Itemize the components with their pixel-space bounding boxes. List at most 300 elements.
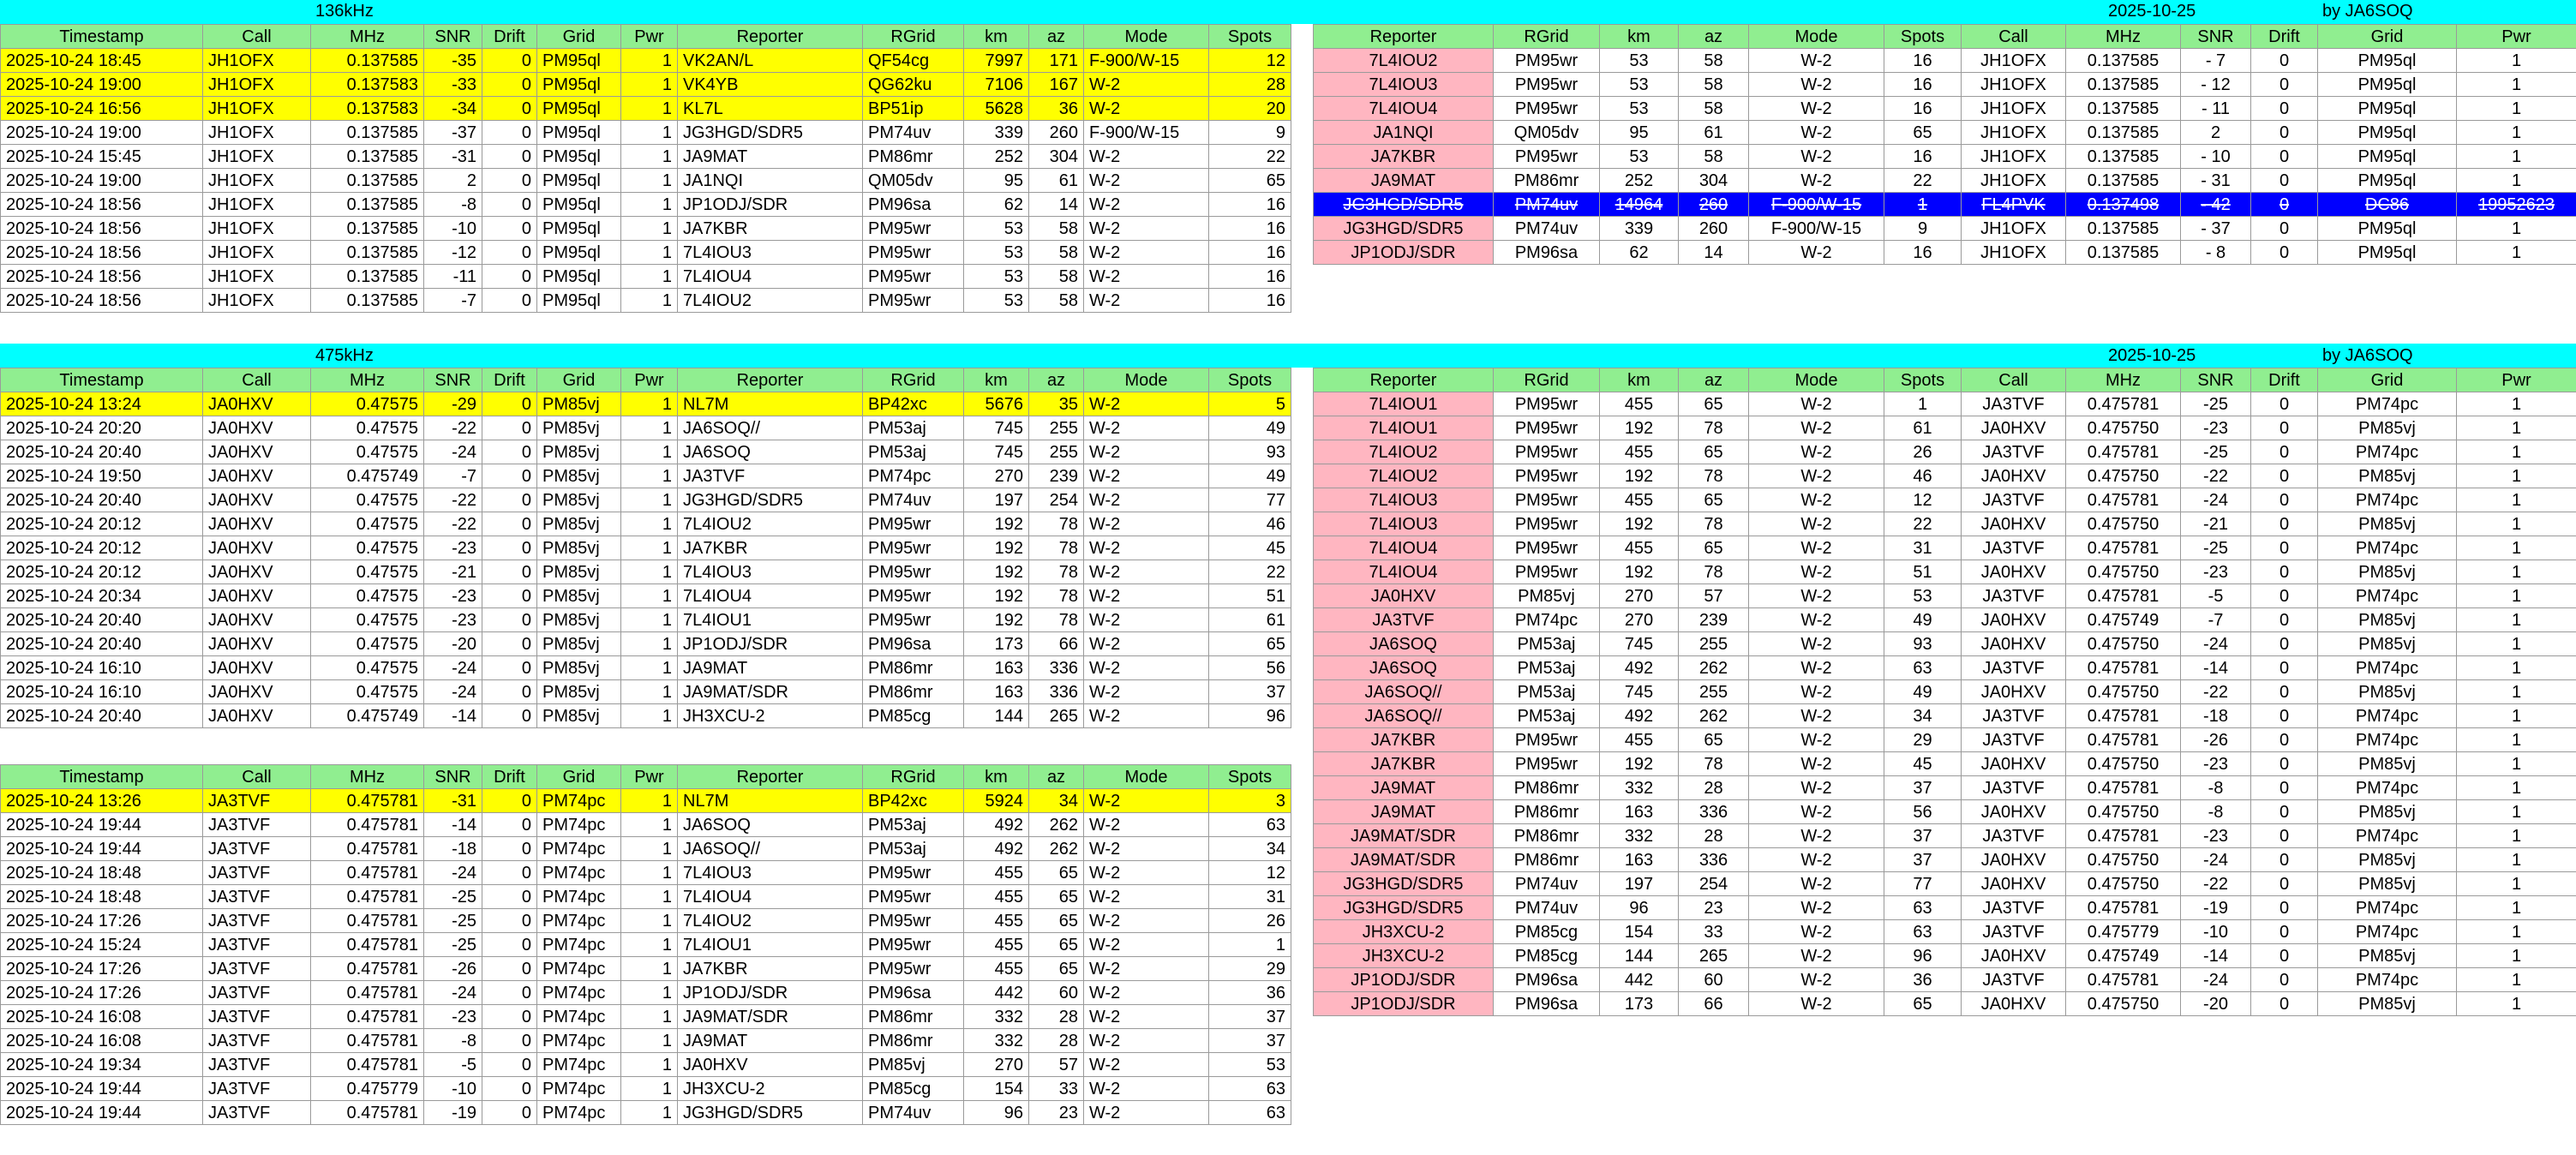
cell-timestamp[interactable]: 2025-10-24 20:12 [1, 536, 203, 560]
cell-mhz[interactable]: 0.475779 [311, 1077, 424, 1101]
cell-spots[interactable]: 22 [1209, 560, 1291, 584]
cell-mode[interactable]: W-2 [1749, 440, 1884, 464]
cell-drift[interactable]: 0 [2251, 800, 2318, 824]
cell-call[interactable]: JH1OFX [203, 241, 311, 265]
cell-mode[interactable]: W-2 [1084, 217, 1209, 241]
cell-rgrid[interactable]: PM96sa [1494, 241, 1600, 265]
cell-km[interactable]: 192 [1600, 560, 1679, 584]
cell-reporter[interactable]: 7L4IOU2 [1314, 49, 1494, 73]
table-row[interactable] [1314, 169, 2576, 193]
col-header-call[interactable]: Call [203, 765, 311, 789]
table-row[interactable] [1314, 800, 2576, 824]
cell-grid[interactable]: PM74pc [2318, 824, 2457, 848]
cell-grid[interactable]: PM85vj [2318, 608, 2457, 632]
cell-pwr[interactable]: 1 [2457, 560, 2576, 584]
cell-rgrid[interactable]: PM74uv [1494, 193, 1600, 217]
cell-snr[interactable]: -25 [424, 885, 482, 909]
cell-call[interactable]: JA0HXV [1962, 632, 2066, 656]
cell-drift[interactable]: 0 [482, 632, 537, 656]
cell-az[interactable]: 78 [1029, 560, 1084, 584]
cell-spots[interactable]: 37 [1884, 776, 1962, 800]
cell-reporter[interactable]: JA9MAT/SDR [1314, 848, 1494, 872]
cell-pwr[interactable]: 1 [621, 584, 678, 608]
cell-grid[interactable]: PM85vj [537, 464, 621, 488]
cell-drift[interactable]: 0 [2251, 440, 2318, 464]
cell-mhz[interactable]: 0.475750 [2066, 464, 2181, 488]
cell-pwr[interactable]: 1 [2457, 464, 2576, 488]
cell-grid[interactable]: PM85vj [537, 656, 621, 680]
cell-az[interactable]: 171 [1029, 49, 1084, 73]
col-header-mhz[interactable]: MHz [311, 368, 424, 392]
cell-pwr[interactable]: 1 [2457, 800, 2576, 824]
cell-call[interactable]: JH1OFX [203, 193, 311, 217]
col-header-pwr[interactable]: Pwr [621, 25, 678, 49]
cell-reporter[interactable]: KL7L [678, 97, 863, 121]
cell-km[interactable]: 173 [1600, 992, 1679, 1016]
cell-grid[interactable]: PM74pc [2318, 488, 2457, 512]
col-header-drift[interactable]: Drift [482, 368, 537, 392]
cell-call[interactable]: JA3TVF [1962, 728, 2066, 752]
cell-spots[interactable]: 93 [1884, 632, 1962, 656]
cell-call[interactable]: JH1OFX [203, 289, 311, 313]
table-row[interactable] [1, 169, 1291, 193]
col-header-mhz[interactable]: MHz [2066, 25, 2181, 49]
cell-az[interactable]: 65 [1029, 885, 1084, 909]
cell-mhz[interactable]: 0.47575 [311, 488, 424, 512]
cell-az[interactable]: 65 [1029, 933, 1084, 957]
cell-call[interactable]: JA0HXV [203, 632, 311, 656]
cell-snr[interactable]: - 37 [2181, 217, 2251, 241]
cell-km[interactable]: 442 [964, 981, 1029, 1005]
table-row[interactable] [1314, 145, 2576, 169]
table-row[interactable] [1314, 920, 2576, 944]
cell-mode[interactable]: W-2 [1084, 145, 1209, 169]
table-row[interactable] [1314, 632, 2576, 656]
cell-reporter[interactable]: 7L4IOU2 [1314, 464, 1494, 488]
cell-az[interactable]: 35 [1029, 392, 1084, 416]
cell-mode[interactable]: W-2 [1084, 560, 1209, 584]
col-header-mhz[interactable]: MHz [311, 765, 424, 789]
cell-drift[interactable]: 0 [482, 49, 537, 73]
cell-pwr[interactable]: 1 [621, 73, 678, 97]
cell-az[interactable]: 255 [1029, 440, 1084, 464]
cell-grid[interactable]: PM95ql [2318, 49, 2457, 73]
cell-reporter[interactable]: JG3HGD/SDR5 [1314, 896, 1494, 920]
cell-az[interactable]: 58 [1029, 241, 1084, 265]
table-row[interactable] [1, 512, 1291, 536]
cell-spots[interactable]: 49 [1884, 680, 1962, 704]
cell-call[interactable]: JA0HXV [1962, 416, 2066, 440]
cell-az[interactable]: 57 [1029, 1053, 1084, 1077]
cell-reporter[interactable]: JA3TVF [1314, 608, 1494, 632]
cell-call[interactable]: JA0HXV [1962, 848, 2066, 872]
table-row[interactable] [1, 217, 1291, 241]
cell-spots[interactable]: 29 [1209, 957, 1291, 981]
cell-drift[interactable]: 0 [482, 1053, 537, 1077]
col-header-grid[interactable]: Grid [537, 368, 621, 392]
cell-rgrid[interactable]: PM96sa [1494, 992, 1600, 1016]
cell-drift[interactable]: 0 [482, 265, 537, 289]
cell-call[interactable]: JA0HXV [1962, 992, 2066, 1016]
cell-reporter[interactable]: 7L4IOU2 [678, 289, 863, 313]
cell-drift[interactable]: 0 [482, 789, 537, 813]
cell-timestamp[interactable]: 2025-10-24 13:24 [1, 392, 203, 416]
cell-spots[interactable]: 46 [1884, 464, 1962, 488]
cell-spots[interactable]: 16 [1209, 193, 1291, 217]
cell-drift[interactable]: 0 [482, 464, 537, 488]
cell-km[interactable]: 163 [964, 656, 1029, 680]
cell-rgrid[interactable]: PM95wr [863, 933, 964, 957]
cell-mode[interactable]: W-2 [1749, 121, 1884, 145]
cell-km[interactable]: 173 [964, 632, 1029, 656]
cell-mode[interactable]: W-2 [1749, 536, 1884, 560]
cell-az[interactable]: 78 [1029, 584, 1084, 608]
cell-reporter[interactable]: JA6SOQ// [678, 837, 863, 861]
cell-reporter[interactable]: JA6SOQ [678, 440, 863, 464]
table-row[interactable] [1, 193, 1291, 217]
cell-spots[interactable]: 37 [1209, 680, 1291, 704]
cell-az[interactable]: 58 [1029, 265, 1084, 289]
cell-drift[interactable]: 0 [2251, 145, 2318, 169]
cell-reporter[interactable]: JA9MAT [678, 145, 863, 169]
cell-call[interactable]: JH1OFX [203, 73, 311, 97]
cell-pwr[interactable]: 1 [621, 1029, 678, 1053]
cell-spots[interactable]: 12 [1209, 861, 1291, 885]
cell-mhz[interactable]: 0.137585 [2066, 73, 2181, 97]
cell-snr[interactable]: -10 [2181, 920, 2251, 944]
cell-km[interactable]: 197 [1600, 872, 1679, 896]
cell-az[interactable]: 265 [1679, 944, 1749, 968]
cell-rgrid[interactable]: QG62ku [863, 73, 964, 97]
cell-mode[interactable]: W-2 [1084, 241, 1209, 265]
col-header-pwr[interactable]: Pwr [2457, 25, 2576, 49]
cell-drift[interactable]: 0 [2251, 848, 2318, 872]
cell-pwr[interactable]: 1 [2457, 121, 2576, 145]
cell-pwr[interactable]: 1 [621, 704, 678, 728]
table-row[interactable] [1314, 97, 2576, 121]
cell-km[interactable]: 154 [1600, 920, 1679, 944]
cell-grid[interactable]: PM74pc [537, 1005, 621, 1029]
cell-call[interactable]: JH1OFX [203, 97, 311, 121]
cell-snr[interactable]: -25 [2181, 392, 2251, 416]
cell-km[interactable]: 455 [964, 909, 1029, 933]
cell-pwr[interactable]: 1 [2457, 920, 2576, 944]
cell-call[interactable]: JA3TVF [1962, 824, 2066, 848]
cell-spots[interactable]: 56 [1209, 656, 1291, 680]
cell-drift[interactable]: 0 [2251, 169, 2318, 193]
cell-az[interactable]: 260 [1679, 217, 1749, 241]
table-row[interactable] [1, 957, 1291, 981]
cell-reporter[interactable]: VK4YB [678, 73, 863, 97]
cell-snr[interactable]: - 42 [2181, 193, 2251, 217]
cell-spots[interactable]: 1 [1209, 933, 1291, 957]
cell-spots[interactable]: 31 [1884, 536, 1962, 560]
cell-drift[interactable]: 0 [482, 289, 537, 313]
cell-reporter[interactable]: JA6SOQ// [1314, 704, 1494, 728]
cell-az[interactable]: 260 [1679, 193, 1749, 217]
cell-drift[interactable]: 0 [482, 392, 537, 416]
cell-reporter[interactable]: JA0HXV [678, 1053, 863, 1077]
cell-drift[interactable]: 0 [2251, 392, 2318, 416]
table-row[interactable] [1314, 217, 2576, 241]
cell-mode[interactable]: W-2 [1084, 1005, 1209, 1029]
cell-rgrid[interactable]: PM95wr [863, 560, 964, 584]
cell-drift[interactable]: 0 [482, 440, 537, 464]
cell-mode[interactable]: W-2 [1084, 169, 1209, 193]
cell-timestamp[interactable]: 2025-10-24 19:00 [1, 121, 203, 145]
cell-az[interactable]: 304 [1679, 169, 1749, 193]
cell-call[interactable]: JA3TVF [203, 885, 311, 909]
col-header-mode[interactable]: Mode [1084, 25, 1209, 49]
cell-km[interactable]: 270 [1600, 608, 1679, 632]
cell-call[interactable]: JA0HXV [203, 512, 311, 536]
cell-call[interactable]: JA0HXV [203, 416, 311, 440]
cell-timestamp[interactable]: 2025-10-24 18:48 [1, 885, 203, 909]
table-row[interactable] [1, 680, 1291, 704]
cell-km[interactable]: 163 [1600, 848, 1679, 872]
cell-grid[interactable]: PM74pc [2318, 776, 2457, 800]
cell-grid[interactable]: PM74pc [537, 789, 621, 813]
table-row[interactable] [1314, 560, 2576, 584]
cell-reporter[interactable]: JA9MAT [1314, 776, 1494, 800]
cell-mhz[interactable]: 0.47575 [311, 560, 424, 584]
cell-reporter[interactable]: 7L4IOU2 [1314, 440, 1494, 464]
cell-snr[interactable]: -14 [424, 704, 482, 728]
cell-rgrid[interactable]: PM85cg [1494, 944, 1600, 968]
col-header-grid[interactable]: Grid [2318, 25, 2457, 49]
cell-snr[interactable]: -26 [2181, 728, 2251, 752]
cell-km[interactable]: 192 [964, 536, 1029, 560]
cell-call[interactable]: JH1OFX [203, 49, 311, 73]
cell-call[interactable]: JA0HXV [1962, 464, 2066, 488]
cell-spots[interactable]: 77 [1884, 872, 1962, 896]
cell-snr[interactable]: -24 [424, 981, 482, 1005]
cell-timestamp[interactable]: 2025-10-24 20:20 [1, 416, 203, 440]
table-row[interactable] [1, 121, 1291, 145]
col-header-spots[interactable]: Spots [1884, 368, 1962, 392]
cell-mhz[interactable]: 0.47575 [311, 608, 424, 632]
cell-grid[interactable]: PM85vj [2318, 512, 2457, 536]
cell-mhz[interactable]: 0.137583 [311, 97, 424, 121]
table-row[interactable] [1314, 728, 2576, 752]
cell-call[interactable]: JA3TVF [203, 1053, 311, 1077]
cell-reporter[interactable]: 7L4IOU1 [678, 608, 863, 632]
cell-km[interactable]: 62 [1600, 241, 1679, 265]
col-header-km[interactable]: km [964, 765, 1029, 789]
cell-mode[interactable]: W-2 [1084, 680, 1209, 704]
cell-drift[interactable]: 0 [482, 217, 537, 241]
cell-spots[interactable]: 37 [1209, 1005, 1291, 1029]
col-header-call[interactable]: Call [1962, 25, 2066, 49]
cell-pwr[interactable]: 1 [621, 512, 678, 536]
cell-grid[interactable]: PM74pc [537, 957, 621, 981]
col-header-rgrid[interactable]: RGrid [863, 368, 964, 392]
cell-mode[interactable]: W-2 [1084, 981, 1209, 1005]
cell-reporter[interactable]: 7L4IOU4 [1314, 97, 1494, 121]
cell-call[interactable]: JH1OFX [203, 217, 311, 241]
cell-drift[interactable]: 0 [2251, 488, 2318, 512]
cell-pwr[interactable]: 1 [2457, 97, 2576, 121]
cell-reporter[interactable]: 7L4IOU4 [678, 885, 863, 909]
cell-km[interactable]: 270 [964, 1053, 1029, 1077]
col-header-drift[interactable]: Drift [2251, 25, 2318, 49]
cell-call[interactable]: JA0HXV [1962, 752, 2066, 776]
cell-mhz[interactable]: 0.475781 [2066, 656, 2181, 680]
cell-mhz[interactable]: 0.475781 [311, 813, 424, 837]
cell-pwr[interactable]: 1 [2457, 488, 2576, 512]
cell-snr[interactable]: -14 [2181, 656, 2251, 680]
table-row[interactable] [1314, 584, 2576, 608]
cell-spots[interactable]: 12 [1884, 488, 1962, 512]
cell-pwr[interactable]: 1 [2457, 145, 2576, 169]
table-row[interactable] [1, 1077, 1291, 1101]
cell-timestamp[interactable]: 2025-10-24 18:48 [1, 861, 203, 885]
cell-drift[interactable]: 0 [2251, 944, 2318, 968]
col-header-az[interactable]: az [1029, 25, 1084, 49]
cell-pwr[interactable]: 1 [2457, 776, 2576, 800]
cell-spots[interactable]: 34 [1884, 704, 1962, 728]
cell-spots[interactable]: 96 [1209, 704, 1291, 728]
cell-rgrid[interactable]: PM95wr [1494, 145, 1600, 169]
table-row[interactable] [1314, 704, 2576, 728]
table-row[interactable] [1314, 848, 2576, 872]
cell-snr[interactable]: -19 [424, 1101, 482, 1125]
cell-snr[interactable]: -8 [2181, 776, 2251, 800]
cell-snr[interactable]: -23 [424, 584, 482, 608]
cell-km[interactable]: 252 [1600, 169, 1679, 193]
cell-drift[interactable]: 0 [2251, 464, 2318, 488]
cell-drift[interactable]: 0 [482, 416, 537, 440]
cell-pwr[interactable]: 1 [2457, 848, 2576, 872]
cell-snr[interactable]: -24 [424, 861, 482, 885]
table-row[interactable] [1314, 193, 2576, 217]
cell-reporter[interactable]: JA7KBR [678, 957, 863, 981]
cell-grid[interactable]: PM95ql [537, 217, 621, 241]
cell-rgrid[interactable]: PM95wr [863, 861, 964, 885]
cell-reporter[interactable]: JA0HXV [1314, 584, 1494, 608]
cell-reporter[interactable]: NL7M [678, 392, 863, 416]
cell-az[interactable]: 36 [1029, 97, 1084, 121]
cell-spots[interactable]: 63 [1884, 656, 1962, 680]
cell-drift[interactable]: 0 [2251, 560, 2318, 584]
cell-drift[interactable]: 0 [2251, 97, 2318, 121]
cell-az[interactable]: 78 [1679, 560, 1749, 584]
cell-az[interactable]: 255 [1679, 680, 1749, 704]
cell-drift[interactable]: 0 [2251, 632, 2318, 656]
cell-rgrid[interactable]: PM86mr [1494, 848, 1600, 872]
cell-az[interactable]: 336 [1679, 848, 1749, 872]
cell-grid[interactable]: PM74pc [537, 909, 621, 933]
cell-spots[interactable]: 16 [1209, 265, 1291, 289]
cell-grid[interactable]: PM95ql [537, 169, 621, 193]
cell-snr[interactable]: -25 [2181, 440, 2251, 464]
cell-reporter[interactable]: JG3HGD/SDR5 [678, 488, 863, 512]
cell-km[interactable]: 53 [1600, 49, 1679, 73]
cell-mode[interactable]: W-2 [1749, 97, 1884, 121]
cell-reporter[interactable]: JG3HGD/SDR5 [1314, 872, 1494, 896]
cell-km[interactable]: 5628 [964, 97, 1029, 121]
cell-snr[interactable]: -25 [424, 909, 482, 933]
cell-mhz[interactable]: 0.137585 [311, 145, 424, 169]
cell-drift[interactable]: 0 [482, 193, 537, 217]
cell-spots[interactable]: 36 [1884, 968, 1962, 992]
cell-az[interactable]: 78 [1029, 536, 1084, 560]
cell-pwr[interactable]: 1 [2457, 392, 2576, 416]
cell-drift[interactable]: 0 [2251, 217, 2318, 241]
cell-km[interactable]: 492 [1600, 704, 1679, 728]
table-row[interactable] [1314, 752, 2576, 776]
col-header-reporter[interactable]: Reporter [1314, 368, 1494, 392]
cell-rgrid[interactable]: PM86mr [1494, 776, 1600, 800]
cell-mode[interactable]: W-2 [1084, 73, 1209, 97]
cell-az[interactable]: 28 [1029, 1005, 1084, 1029]
cell-mode[interactable]: W-2 [1749, 73, 1884, 97]
cell-mode[interactable]: W-2 [1084, 193, 1209, 217]
cell-snr[interactable]: -19 [2181, 896, 2251, 920]
cell-rgrid[interactable]: PM95wr [863, 957, 964, 981]
cell-snr[interactable]: -34 [424, 97, 482, 121]
cell-az[interactable]: 65 [1679, 440, 1749, 464]
col-header-reporter[interactable]: Reporter [678, 765, 863, 789]
cell-mode[interactable]: W-2 [1749, 824, 1884, 848]
cell-timestamp[interactable]: 2025-10-24 20:34 [1, 584, 203, 608]
cell-km[interactable]: 492 [1600, 656, 1679, 680]
cell-az[interactable]: 239 [1679, 608, 1749, 632]
cell-mhz[interactable]: 0.137583 [311, 73, 424, 97]
cell-grid[interactable]: PM74pc [2318, 896, 2457, 920]
cell-pwr[interactable]: 1 [621, 193, 678, 217]
cell-az[interactable]: 66 [1679, 992, 1749, 1016]
cell-grid[interactable]: PM95ql [2318, 169, 2457, 193]
cell-mode[interactable]: W-2 [1084, 608, 1209, 632]
cell-snr[interactable]: -25 [2181, 536, 2251, 560]
cell-pwr[interactable]: 1 [621, 957, 678, 981]
cell-pwr[interactable]: 1 [2457, 416, 2576, 440]
cell-spots[interactable]: 16 [1884, 97, 1962, 121]
col-header-grid[interactable]: Grid [2318, 368, 2457, 392]
cell-snr[interactable]: -5 [2181, 584, 2251, 608]
table-row[interactable] [1, 789, 1291, 813]
cell-pwr[interactable]: 1 [621, 933, 678, 957]
cell-snr[interactable]: -37 [424, 121, 482, 145]
cell-grid[interactable]: PM74pc [537, 981, 621, 1005]
cell-rgrid[interactable]: PM86mr [1494, 824, 1600, 848]
cell-reporter[interactable]: 7L4IOU4 [678, 584, 863, 608]
cell-drift[interactable]: 0 [482, 73, 537, 97]
cell-az[interactable]: 167 [1029, 73, 1084, 97]
cell-mode[interactable]: W-2 [1749, 728, 1884, 752]
cell-call[interactable]: JH1OFX [1962, 73, 2066, 97]
cell-mhz[interactable]: 0.475781 [2066, 776, 2181, 800]
cell-drift[interactable]: 0 [482, 608, 537, 632]
cell-call[interactable]: JA0HXV [1962, 512, 2066, 536]
cell-pwr[interactable]: 1 [621, 416, 678, 440]
cell-snr[interactable]: - 8 [2181, 241, 2251, 265]
cell-grid[interactable]: PM95ql [2318, 217, 2457, 241]
cell-grid[interactable]: PM95ql [537, 49, 621, 73]
cell-drift[interactable]: 0 [482, 241, 537, 265]
cell-reporter[interactable]: JA9MAT [1314, 800, 1494, 824]
cell-drift[interactable]: 0 [482, 560, 537, 584]
cell-az[interactable]: 65 [1679, 536, 1749, 560]
cell-az[interactable]: 78 [1679, 512, 1749, 536]
cell-az[interactable]: 66 [1029, 632, 1084, 656]
cell-reporter[interactable]: JA7KBR [1314, 728, 1494, 752]
cell-rgrid[interactable]: PM96sa [863, 632, 964, 656]
cell-call[interactable]: JA0HXV [1962, 680, 2066, 704]
cell-rgrid[interactable]: PM86mr [863, 1005, 964, 1029]
cell-mhz[interactable]: 0.475781 [2066, 392, 2181, 416]
